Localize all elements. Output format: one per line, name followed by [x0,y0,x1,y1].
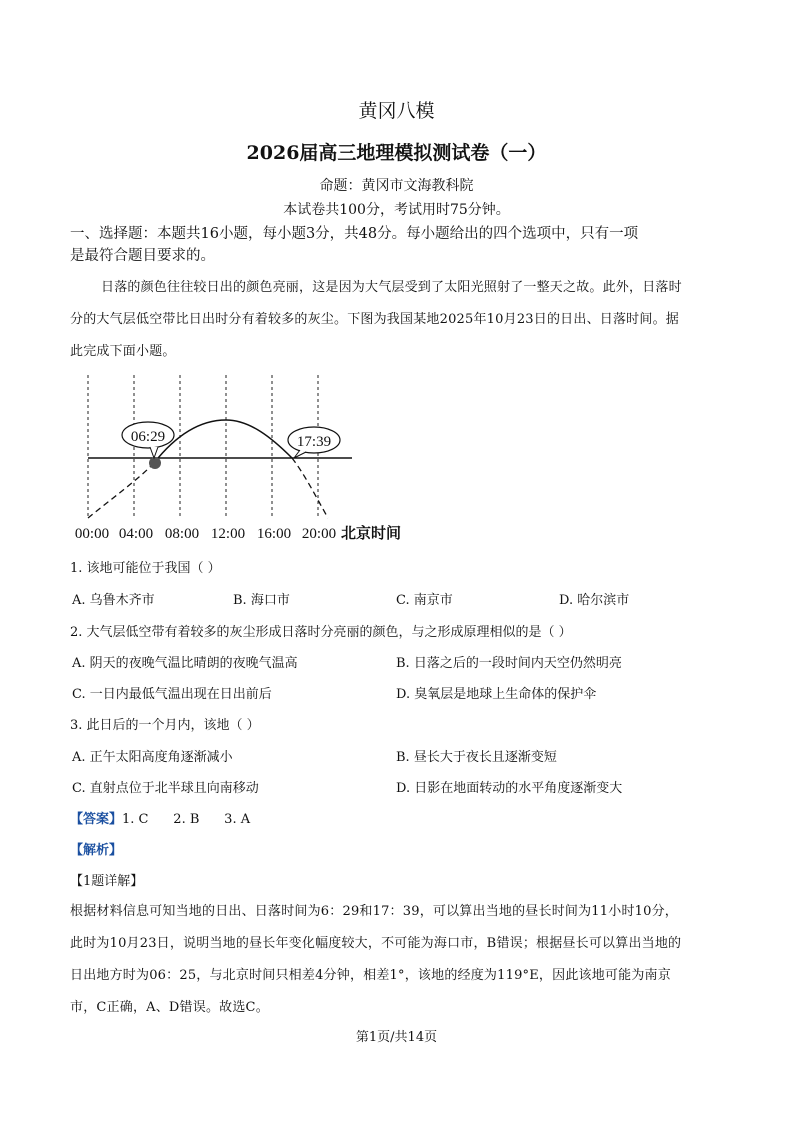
passage-line3: 此完成下面小题。 [70,344,176,359]
question-2-stem: 2. 大气层低空带有着较多的灰尘形成日落时分亮丽的颜色，与之形成原理相似的是（ ） [70,625,572,640]
q2-option-c: C. 一日内最低气温出现在日出前后 [72,687,272,702]
q2-option-a: A. 阴天的夜晚气温比晴朗的夜晚气温高 [72,656,298,671]
tick-label: 04:00 [118,526,154,542]
section-instruction-line2: 是最符合题目要求的。 [70,248,215,264]
page-footer: 第1页/共14页 [355,1030,438,1045]
sunset-label: 17:39 [296,434,332,450]
analysis-label: 【解析】 [70,843,123,858]
q1-option-a: A. 乌鲁木齐市 [72,593,155,608]
school-title: 黄冈八模 [358,100,435,122]
answer-label: 【答案】 [70,812,123,827]
q3-option-a: A. 正午太阳高度角逐渐减小 [72,750,233,765]
q1-option-b: B. 海口市 [233,593,290,608]
passage-line2: 分的大气层低空带比日出时分有着较多的灰尘。下图为我国某地2025年10月23日的日出、日落时间。据 [70,312,679,327]
tick-label: 00:00 [74,526,110,542]
axis-label: 北京时间 [341,526,402,542]
exam-info: 本试卷共100分，考试用时75分钟。 [283,202,510,218]
day-curve [154,420,292,463]
tick-label: 12:00 [210,526,246,542]
night-curve-before-sunrise [88,463,154,518]
section-instruction-line1: 一、选择题：本题共16小题，每小题3分，共48分。每小题给出的四个选项中，只有一项 [70,226,639,242]
sunrise-dot [149,457,161,469]
q1-option-c: C. 南京市 [396,593,453,608]
night-curve-after-sunset [292,458,328,518]
question-3-stem: 3. 此日后的一个月内，该地（ ） [70,718,260,733]
answer-values: 1. C 2. B 3. A [122,812,251,827]
author-line: 命题：黄冈市文海教科院 [319,178,474,194]
tick-label: 16:00 [256,526,292,542]
detail-line2: 此时为10月23日，说明当地的昼长年变化幅度较大，不可能为海口市，B错误；根据昼长可以算出当地的 [70,936,682,951]
answer-line [70,808,250,827]
tick-label: 08:00 [164,526,200,542]
sunrise-callout-tail [150,447,158,458]
paper-title: 2026届高三地理模拟测试卷（一） [246,142,547,164]
q3-option-d: D. 日影在地面转动的水平角度逐渐变大 [396,781,623,796]
time-gridlines [88,375,318,518]
passage-line1: 日落的颜色往往较日出的颜色亮丽，这是因为大气层受到了太阳光照射了一整天之故。此外，日落时 [101,280,682,295]
q2-option-b: B. 日落之后的一段时间内天空仍然明亮 [396,656,622,671]
detail-line3: 日出地方时为06：25，与北京时间只相差4分钟，相差1°，该地的经度为119°E，因此该地可能为南京 [70,968,671,983]
tick-label: 20:00 [301,526,337,542]
sun-path-figure [60,370,420,548]
detail-title: 【1题详解】 [70,874,144,889]
q2-option-d: D. 臭氧层是地球上生命体的保护伞 [396,687,597,702]
question-1-stem: 1. 该地可能位于我国（ ） [70,561,221,576]
detail-line1: 根据材料信息可知当地的日出、日落时间为6：29和17：39，可以算出当地的昼长时间为11小时10分， [70,904,678,919]
q1-option-d: D. 哈尔滨市 [559,593,630,608]
sunrise-label: 06:29 [130,429,166,445]
q3-option-c: C. 直射点位于北半球且向南移动 [72,781,259,796]
detail-line4: 市，C正确，A、D错误。故选C。 [70,1000,269,1015]
q3-option-b: B. 昼长大于夜长且逐渐变短 [396,750,557,765]
